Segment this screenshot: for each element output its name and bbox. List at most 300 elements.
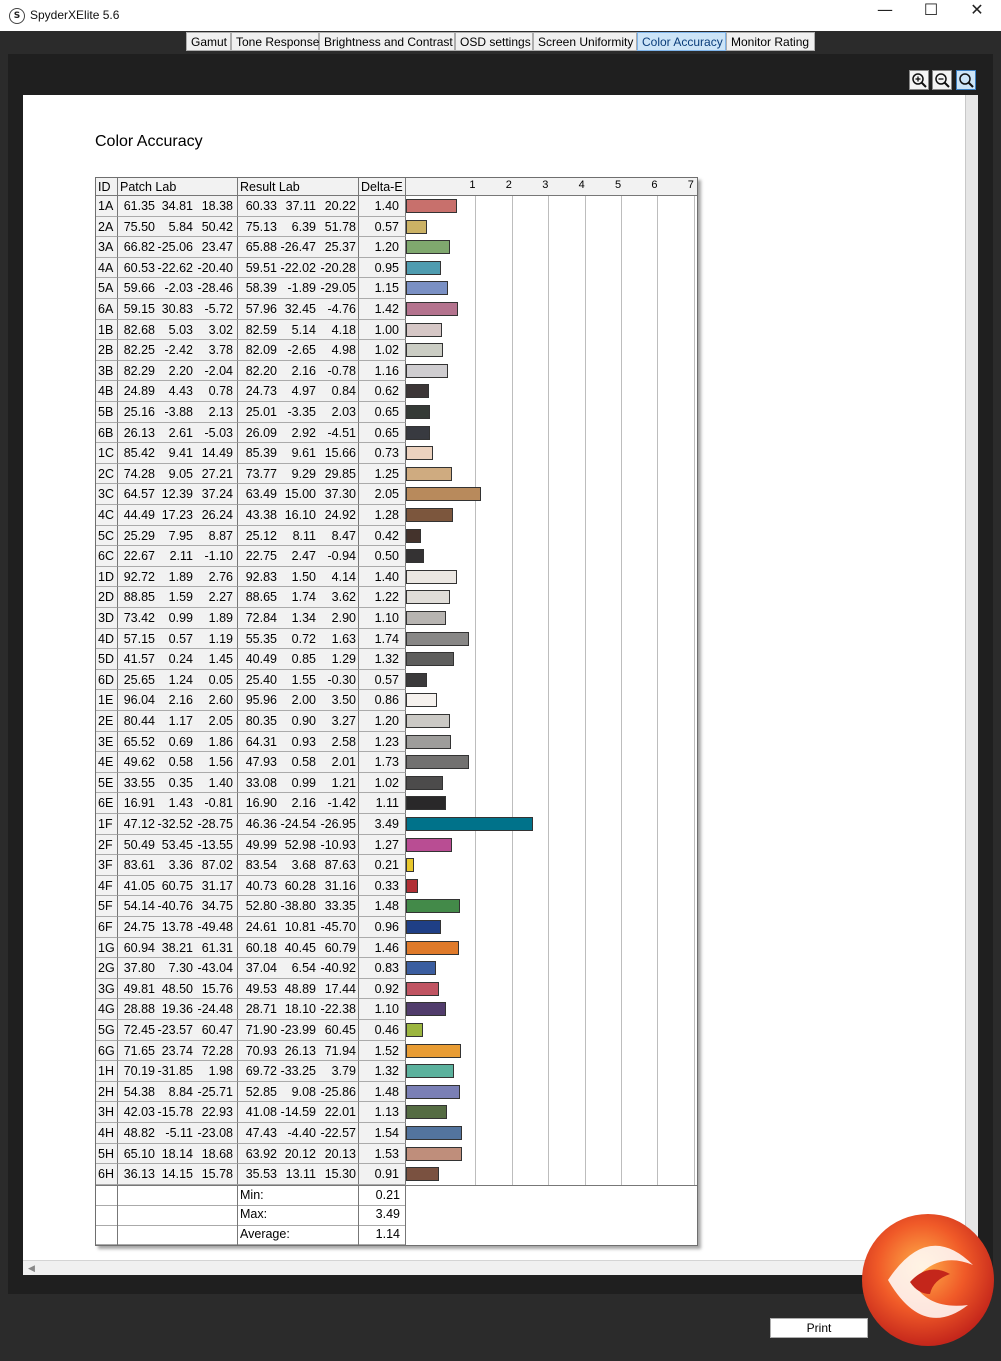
- delta-e-value: 0.65: [359, 423, 406, 444]
- patch-lab-b: -23.08: [197, 1126, 233, 1140]
- table-row: [96, 546, 697, 567]
- result-lab-b: 33.35: [324, 899, 356, 914]
- delta-e-value: 0.86: [359, 690, 406, 711]
- zoom-out-button[interactable]: [932, 70, 952, 90]
- result-lab-a: -33.25: [280, 1064, 316, 1079]
- patch-id: 6H: [96, 1164, 118, 1185]
- result-lab-a: 8.11: [292, 528, 316, 543]
- result-lab-l: 25.40: [245, 672, 277, 687]
- table-row: [96, 1041, 697, 1062]
- patch-lab-l: 83.61: [123, 858, 155, 873]
- result-lab-a: 10.81: [284, 920, 316, 934]
- result-lab-l: 49.53: [245, 981, 277, 996]
- tab-screen-uniformity[interactable]: Screen Uniformity: [533, 32, 637, 51]
- patch-lab-b: 1.19: [208, 631, 233, 646]
- patch-id: 1F: [96, 814, 118, 835]
- tab-gamut[interactable]: Gamut: [186, 32, 231, 51]
- patch-lab-b: 31.17: [201, 878, 233, 893]
- maximize-button[interactable]: ☐: [923, 0, 939, 19]
- delta-e-bar: [406, 755, 469, 769]
- result-lab-l: 72.84: [245, 611, 277, 625]
- table-row: [96, 381, 697, 402]
- patch-lab-a: 38.21: [161, 940, 193, 955]
- patch-lab-l: 60.53: [123, 260, 155, 275]
- report-heading: Color Accuracy: [95, 133, 203, 150]
- patch-lab-l: 82.68: [123, 322, 155, 337]
- result-lab-b: -0.94: [327, 549, 356, 564]
- result-lab-b: 20.13: [324, 1146, 356, 1161]
- delta-e-bar: [406, 735, 451, 749]
- delta-e-value: 0.95: [359, 258, 406, 279]
- delta-e-value: 0.91: [359, 1164, 406, 1185]
- delta-e-bar: [406, 941, 459, 955]
- scroll-left-icon[interactable]: ◀: [28, 1263, 35, 1273]
- patch-lab-l: 85.42: [123, 446, 155, 461]
- patch-lab-a: -23.57: [157, 1023, 193, 1037]
- patch-lab-l: 50.49: [123, 837, 155, 852]
- result-lab-l: 95.96: [245, 693, 277, 708]
- result-lab-b: 25.37: [324, 240, 356, 255]
- table-row: [96, 484, 697, 505]
- patch-lab-l: 65.52: [123, 734, 155, 749]
- delta-e-bar: [406, 508, 453, 522]
- result-lab-l: 71.90: [245, 1023, 277, 1037]
- result-lab-l: 80.35: [245, 714, 277, 728]
- table-row: [96, 773, 697, 794]
- print-button[interactable]: Print: [770, 1318, 868, 1338]
- patch-id: 6G: [96, 1041, 118, 1062]
- patch-lab-a: 19.36: [161, 1002, 193, 1017]
- patch-id: 5H: [96, 1144, 118, 1165]
- patch-lab-b: 0.78: [208, 384, 233, 399]
- delta-e-bar: [406, 1147, 462, 1161]
- patch-lab-l: 33.55: [123, 775, 155, 790]
- result-lab-b: -26.95: [320, 817, 356, 831]
- close-button[interactable]: ✕: [970, 0, 984, 19]
- patch-id: 6D: [96, 670, 118, 691]
- result-lab-l: 41.08: [245, 1105, 277, 1120]
- result-lab-a: 9.29: [291, 466, 316, 481]
- summary-label: Min:: [240, 1187, 264, 1202]
- result-lab-b: -0.30: [327, 672, 356, 687]
- result-lab-b: 15.30: [324, 1167, 356, 1182]
- result-lab-a: 0.58: [291, 755, 316, 770]
- horizontal-scrollbar[interactable]: [23, 1260, 977, 1275]
- table-row: [96, 855, 697, 876]
- result-lab-b: -29.05: [320, 281, 356, 296]
- patch-id: 1E: [96, 690, 118, 711]
- patch-lab-b: 1.86: [208, 734, 233, 749]
- delta-e-bar: [406, 590, 450, 604]
- patch-lab-l: 65.10: [123, 1146, 155, 1161]
- patch-lab-a: -3.88: [164, 405, 193, 419]
- table-row: [96, 835, 697, 856]
- window-title: SpyderXElite 5.6: [30, 8, 120, 22]
- patch-lab-l: 24.75: [123, 920, 155, 934]
- patch-lab-l: 57.15: [123, 631, 155, 646]
- patch-id: 1G: [96, 938, 118, 959]
- table-divider: [358, 1185, 359, 1246]
- patch-lab-a: 2.16: [168, 693, 193, 708]
- delta-e-value: 0.21: [359, 855, 406, 876]
- magnifier-icon: [958, 72, 974, 88]
- delta-e-value: 1.40: [359, 567, 406, 588]
- patch-lab-a: 23.74: [161, 1043, 193, 1058]
- result-lab-a: 40.45: [284, 940, 316, 955]
- tab-brightness-contrast[interactable]: Brightness and Contrast: [319, 32, 455, 51]
- tab-color-accuracy[interactable]: Color Accuracy: [637, 32, 726, 51]
- patch-id: 1A: [96, 196, 118, 217]
- patch-lab-a: 12.39: [161, 487, 193, 502]
- delta-e-bar: [406, 1044, 461, 1058]
- delta-e-bar: [406, 1064, 454, 1078]
- result-lab-l: 16.90: [245, 796, 277, 811]
- patch-id: 6C: [96, 546, 118, 567]
- patch-lab-a: 9.05: [168, 466, 193, 481]
- result-lab-l: 82.59: [245, 322, 277, 337]
- result-lab-a: 6.39: [291, 219, 316, 234]
- result-lab-b: 60.45: [324, 1023, 356, 1037]
- delta-e-bar: [406, 693, 437, 707]
- delta-e-value: 0.33: [359, 876, 406, 897]
- patch-lab-b: 2.13: [208, 405, 233, 419]
- patch-lab-a: 0.24: [168, 652, 193, 667]
- patch-lab-l: 82.25: [123, 343, 155, 358]
- patch-lab-b: 14.49: [201, 446, 233, 461]
- result-lab-b: 31.16: [324, 878, 356, 893]
- delta-e-bar: [406, 467, 452, 481]
- result-lab-l: 25.01: [245, 405, 277, 419]
- table-row: [96, 732, 697, 753]
- patch-lab-a: 30.83: [161, 302, 193, 316]
- delta-e-bar: [406, 549, 424, 563]
- delta-e-value: 1.02: [359, 340, 406, 361]
- patch-lab-a: -31.85: [157, 1064, 193, 1079]
- delta-e-bar: [406, 879, 418, 893]
- patch-lab-b: -20.40: [197, 260, 233, 275]
- summary-value: 0.21: [375, 1187, 400, 1202]
- table-row: [96, 237, 697, 258]
- patch-id: 5F: [96, 896, 118, 917]
- minimize-button[interactable]: —: [877, 0, 893, 19]
- result-lab-a: 13.11: [285, 1167, 316, 1182]
- result-lab-a: 0.85: [291, 652, 316, 667]
- patch-id: 6F: [96, 917, 118, 938]
- column-header-result-lab: Result Lab: [238, 178, 359, 196]
- delta-e-value: 1.02: [359, 773, 406, 794]
- patch-id: 1B: [96, 320, 118, 341]
- result-lab-l: 40.73: [245, 878, 277, 893]
- result-lab-b: 3.50: [331, 693, 356, 708]
- patch-lab-b: -28.75: [197, 817, 233, 831]
- table-row: [96, 629, 697, 650]
- patch-lab-l: 47.12: [123, 817, 155, 831]
- patch-lab-l: 36.13: [123, 1167, 155, 1182]
- result-lab-a: 2.16: [291, 363, 316, 378]
- patch-lab-b: 2.60: [208, 693, 233, 708]
- result-lab-l: 69.72: [245, 1064, 277, 1079]
- delta-e-value: 1.74: [359, 629, 406, 650]
- delta-e-bar: [406, 652, 454, 666]
- tab-tone-response[interactable]: Tone Response: [231, 32, 319, 51]
- delta-e-value: 1.46: [359, 938, 406, 959]
- summary-value: 1.14: [375, 1226, 400, 1241]
- result-lab-b: 60.79: [324, 940, 356, 955]
- patch-lab-b: 1.40: [208, 775, 233, 790]
- result-lab-a: 2.00: [291, 693, 316, 708]
- delta-e-bar: [406, 529, 421, 543]
- table-row: [96, 711, 697, 732]
- result-lab-l: 40.49: [245, 652, 277, 667]
- result-lab-a: 2.92: [291, 425, 316, 440]
- result-lab-b: 51.78: [324, 219, 356, 234]
- result-lab-l: 75.13: [245, 219, 277, 234]
- patch-lab-b: 1.89: [208, 611, 233, 625]
- result-lab-a: 1.55: [291, 672, 316, 687]
- patch-lab-l: 25.29: [123, 528, 155, 543]
- delta-e-bar: [406, 611, 446, 625]
- patch-lab-l: 80.44: [123, 714, 155, 728]
- result-lab-l: 82.09: [245, 343, 277, 358]
- result-lab-b: 20.22: [324, 199, 356, 213]
- result-lab-b: -1.42: [327, 796, 356, 811]
- result-lab-b: -0.78: [327, 363, 356, 378]
- result-lab-a: 15.00: [284, 487, 316, 502]
- result-lab-l: 57.96: [245, 302, 277, 316]
- app-logo-icon: S: [9, 8, 25, 24]
- patch-lab-a: 18.14: [161, 1146, 193, 1161]
- scale-tick-label: 1: [469, 179, 476, 191]
- patch-lab-a: 1.59: [168, 590, 193, 605]
- patch-lab-l: 64.57: [123, 487, 155, 502]
- patch-lab-l: 22.67: [123, 549, 155, 564]
- table-row: [96, 217, 697, 238]
- table-row: [96, 196, 697, 217]
- patch-id: 2D: [96, 587, 118, 608]
- vertical-scrollbar[interactable]: [965, 95, 978, 1260]
- patch-lab-l: 96.04: [123, 693, 155, 708]
- column-header-patch-lab: Patch Lab: [118, 178, 238, 196]
- table-row: [96, 423, 697, 444]
- result-lab-l: 52.80: [245, 899, 277, 914]
- table-row: [96, 567, 697, 588]
- table-row: [96, 1020, 697, 1041]
- patch-lab-b: 87.02: [201, 858, 233, 873]
- patch-lab-a: 5.84: [168, 219, 193, 234]
- delta-e-bar: [406, 220, 427, 234]
- patch-lab-l: 75.50: [123, 219, 155, 234]
- result-lab-l: 37.04: [245, 961, 277, 976]
- delta-e-value: 1.11: [359, 793, 406, 814]
- patch-id: 4G: [96, 999, 118, 1020]
- result-lab-l: 26.09: [245, 425, 277, 440]
- patch-lab-l: 28.88: [123, 1002, 155, 1017]
- patch-id: 6A: [96, 299, 118, 320]
- delta-e-value: 1.52: [359, 1041, 406, 1062]
- delta-e-bar: [406, 199, 457, 213]
- patch-lab-l: 88.85: [123, 590, 155, 605]
- table-row: [96, 278, 697, 299]
- delta-e-value: 1.13: [359, 1102, 406, 1123]
- patch-lab-b: 8.87: [208, 528, 233, 543]
- delta-e-bar: [406, 796, 446, 810]
- patch-id: 3B: [96, 361, 118, 382]
- tab-osd-settings[interactable]: OSD settings: [455, 32, 533, 51]
- delta-e-value: 1.10: [359, 608, 406, 629]
- patch-lab-b: -43.04: [197, 961, 233, 976]
- patch-lab-a: 7.95: [168, 528, 193, 543]
- patch-lab-b: 23.47: [201, 240, 233, 255]
- delta-e-bar: [406, 673, 427, 687]
- patch-lab-a: -25.06: [157, 240, 193, 255]
- patch-lab-l: 48.82: [123, 1126, 155, 1140]
- zoom-in-icon: [911, 72, 927, 88]
- patch-lab-b: 1.56: [208, 755, 233, 770]
- table-row: [96, 587, 697, 608]
- patch-lab-b: 3.02: [208, 322, 233, 337]
- table-row: [96, 608, 697, 629]
- result-lab-b: 4.18: [331, 322, 356, 337]
- summary-label: Average:: [240, 1226, 290, 1241]
- table-row: [96, 876, 697, 897]
- delta-e-bar: [406, 570, 457, 584]
- zoom-fit-button[interactable]: [956, 70, 976, 90]
- patch-lab-b: 18.68: [201, 1146, 233, 1161]
- patch-lab-b: 18.38: [201, 199, 233, 213]
- result-lab-l: 28.71: [245, 1002, 277, 1017]
- result-lab-a: -24.54: [280, 817, 316, 831]
- table-row: [96, 1164, 697, 1185]
- patch-lab-l: 60.94: [123, 940, 155, 955]
- result-lab-l: 60.33: [245, 199, 277, 213]
- delta-e-bar: [406, 1002, 446, 1016]
- patch-lab-b: 1.98: [208, 1064, 233, 1079]
- delta-e-bar: [406, 817, 533, 831]
- result-lab-a: 32.45: [284, 302, 316, 316]
- table-row: [96, 1102, 697, 1123]
- table-row: [96, 361, 697, 382]
- table-row: [96, 258, 697, 279]
- result-lab-a: 0.72: [291, 631, 316, 646]
- delta-e-bar: [406, 961, 436, 975]
- patch-id: 4A: [96, 258, 118, 279]
- result-lab-a: -38.80: [280, 899, 316, 914]
- result-lab-l: 60.18: [245, 940, 277, 955]
- delta-e-value: 1.40: [359, 196, 406, 217]
- scale-tick-label: 3: [542, 179, 549, 191]
- patch-lab-a: 17.23: [161, 508, 193, 522]
- result-lab-l: 33.08: [245, 775, 277, 790]
- patch-lab-l: 24.89: [123, 384, 155, 399]
- result-lab-a: -4.40: [287, 1126, 316, 1140]
- result-lab-l: 64.31: [245, 734, 277, 749]
- delta-e-value: 0.92: [359, 979, 406, 1000]
- patch-lab-b: -28.46: [197, 281, 233, 296]
- patch-id: 2G: [96, 958, 118, 979]
- patch-id: 1H: [96, 1061, 118, 1082]
- patch-lab-a: -32.52: [157, 817, 193, 831]
- delta-e-bar: [406, 323, 442, 337]
- patch-lab-a: 48.50: [161, 981, 193, 996]
- result-lab-a: 0.99: [291, 775, 316, 790]
- delta-e-value: 1.16: [359, 361, 406, 382]
- patch-lab-l: 74.28: [123, 466, 155, 481]
- result-lab-a: 2.16: [291, 796, 316, 811]
- result-lab-b: -4.51: [327, 425, 356, 440]
- result-lab-a: 5.14: [291, 322, 316, 337]
- delta-e-bar: [406, 487, 481, 501]
- table-row: [96, 340, 697, 361]
- table-row: [96, 443, 697, 464]
- patch-id: 4H: [96, 1123, 118, 1144]
- patch-lab-a: 2.11: [169, 549, 193, 564]
- result-lab-a: 20.12: [284, 1146, 316, 1161]
- delta-e-bar: [406, 343, 443, 357]
- result-lab-b: 1.21: [331, 775, 356, 790]
- result-lab-b: 2.03: [331, 405, 356, 419]
- patch-id: 5G: [96, 1020, 118, 1041]
- patch-lab-b: 15.78: [201, 1167, 233, 1182]
- table-row: [96, 690, 697, 711]
- result-lab-a: 18.10: [284, 1002, 316, 1017]
- result-lab-b: -45.70: [320, 920, 356, 934]
- result-lab-a: 37.11: [285, 199, 316, 213]
- delta-e-value: 1.27: [359, 835, 406, 856]
- zoom-out-icon: [934, 72, 950, 88]
- patch-lab-l: 59.66: [123, 281, 155, 296]
- tab-bar: [0, 31, 1001, 53]
- result-lab-b: 1.29: [331, 652, 356, 667]
- patch-id: 3C: [96, 484, 118, 505]
- delta-e-value: 1.54: [359, 1123, 406, 1144]
- table-divider: [405, 1185, 406, 1246]
- delta-e-bar: [406, 632, 469, 646]
- result-lab-l: 46.36: [245, 817, 277, 831]
- table-row: [96, 999, 697, 1020]
- result-lab-b: 87.63: [324, 858, 356, 873]
- delta-e-bar: [406, 920, 441, 934]
- patch-lab-b: 2.76: [208, 569, 233, 584]
- zoom-in-button[interactable]: [909, 70, 929, 90]
- table-row: [96, 299, 697, 320]
- patch-id: 3F: [96, 855, 118, 876]
- patch-lab-a: -15.78: [157, 1105, 193, 1120]
- patch-lab-l: 73.42: [123, 611, 155, 625]
- patch-lab-a: 14.15: [161, 1167, 193, 1182]
- summary-row: [96, 1225, 406, 1246]
- table-row: [96, 917, 697, 938]
- result-lab-b: 4.14: [331, 569, 356, 584]
- result-lab-a: 3.68: [291, 858, 316, 873]
- result-lab-a: -2.65: [287, 343, 316, 358]
- patch-lab-a: -5.11: [165, 1126, 193, 1140]
- patch-lab-b: 3.78: [208, 343, 233, 358]
- tab-monitor-rating[interactable]: Monitor Rating: [726, 32, 815, 51]
- delta-e-bar: [406, 240, 450, 254]
- delta-e-value: 1.48: [359, 1082, 406, 1103]
- patch-id: 3A: [96, 237, 118, 258]
- result-lab-a: 4.97: [291, 384, 316, 399]
- patch-lab-b: 34.75: [201, 899, 233, 914]
- delta-e-bar: [406, 714, 450, 728]
- patch-lab-a: 0.35: [168, 775, 193, 790]
- result-lab-l: 43.38: [245, 508, 277, 522]
- delta-e-bar: [406, 426, 430, 440]
- summary-label: Max:: [240, 1207, 268, 1222]
- result-lab-b: 3.62: [331, 590, 356, 605]
- scale-tick-label: 2: [505, 179, 512, 191]
- table-row: [96, 649, 697, 670]
